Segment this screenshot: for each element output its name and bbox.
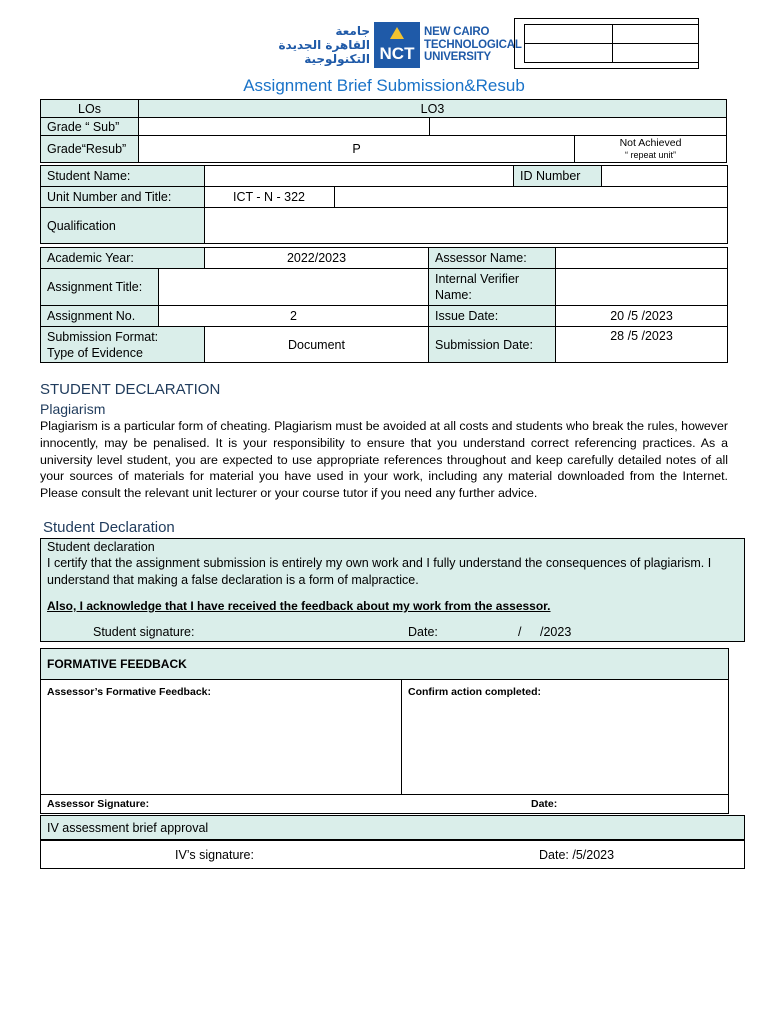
student-declaration-heading: STUDENT DECLARATION [40, 381, 221, 398]
plagiarism-paragraph: Plagiarism is a particular form of cheating. Plagiarism must be avoided at all costs and students who break the rules, however innocently, may be penalised. It is your responsibility to ensure that you understand correct referencing practices. As a university level student, you are expected to use appropriate references throughout and keep carefully detailed notes of all your sources of materials for material you have used in your work, including any material downloaded from the Internet. Please consult the relevant unit lecturer or your course tutor if you need any further advice. [40, 419, 729, 501]
assignment-no-label: Assignment No. [40, 305, 159, 327]
student-name-label: Student Name: [40, 165, 205, 187]
logo-english-line: NEW CAIRO [424, 26, 490, 38]
internal-verifier-field[interactable] [555, 268, 728, 306]
los-label: LOs [40, 99, 139, 118]
assignment-title-field[interactable] [158, 268, 429, 306]
declaration-box [40, 538, 745, 642]
issue-date-label: Issue Date: [428, 305, 556, 327]
not-achieved-cell [574, 135, 727, 163]
submission-date-label: Submission Date: [428, 326, 556, 363]
declaration-box-title: Student declaration [47, 540, 155, 554]
logo-english-name [424, 26, 522, 64]
unit-value[interactable]: ICT - N - 322 [204, 186, 335, 208]
iv-approval-title: IV assessment brief approval [40, 815, 745, 840]
logo-english-line: TECHNOLOGICAL [424, 38, 522, 51]
qualification-label: Qualification [40, 207, 205, 244]
declaration-date-slash: / [518, 625, 522, 639]
university-logo [270, 22, 522, 72]
assignment-no-value[interactable]: 2 [158, 305, 429, 327]
assessor-signature-row [40, 794, 729, 814]
logo-arabic-line: جامعة [335, 24, 370, 38]
grade-resub-label: Grade“Resub” [40, 135, 139, 163]
confirm-action-box[interactable] [401, 679, 729, 795]
declaration-subheading: Student Declaration [43, 519, 175, 536]
plagiarism-heading: Plagiarism [40, 401, 106, 417]
logo-monogram: NCT [379, 44, 415, 63]
grade-resub-value[interactable]: P [138, 135, 575, 163]
iv-signature-label: IV’s signature: [175, 847, 254, 862]
student-name-field[interactable] [204, 165, 514, 187]
submission-format-value[interactable]: Document [204, 326, 429, 363]
assessor-feedback-box[interactable] [40, 679, 402, 795]
assessor-name-label: Assessor Name: [428, 247, 556, 269]
submission-format-text: Submission Format: [47, 329, 159, 344]
unit-title-field[interactable] [334, 186, 728, 208]
iv-signature-row [40, 840, 745, 869]
academic-year-label: Academic Year: [40, 247, 205, 269]
grade-sub-field-1[interactable] [138, 117, 430, 136]
grade-sub-label: Grade “ Sub” [40, 117, 139, 136]
reference-grid-vline [612, 24, 613, 63]
reference-grid-box [514, 18, 699, 69]
logo-english-line: UNIVERSITY [424, 51, 492, 63]
id-number-label: ID Number [513, 165, 602, 187]
acknowledge-text: Also, I acknowledge that I have received the feedback about my work from the assessor. [47, 599, 551, 613]
logo-arabic-line: التكنولوجية [304, 52, 370, 66]
iv-date-label: Date: /5/2023 [539, 847, 615, 862]
assignment-title-label: Assignment Title: [40, 268, 159, 306]
internal-verifier-label: Internal Verifier Name: [428, 268, 556, 306]
submission-date-value[interactable]: 28 /5 /2023 [555, 326, 728, 363]
grade-sub-field-2[interactable] [429, 117, 727, 136]
qualification-field[interactable] [204, 207, 728, 244]
los-value: LO3 [138, 99, 727, 118]
declaration-date-year: /2023 [540, 625, 572, 639]
logo-emblem-icon [374, 22, 420, 68]
type-of-evidence-text: Type of Evidence [47, 345, 143, 360]
formative-feedback-title: FORMATIVE FEEDBACK [40, 648, 729, 680]
assessor-feedback-label: Assessor’s Formative Feedback: [47, 686, 211, 698]
not-achieved-label: Not Achieved [619, 137, 682, 149]
submission-format-label [40, 326, 205, 363]
confirm-action-label: Confirm action completed: [408, 686, 542, 698]
id-number-field[interactable] [601, 165, 728, 187]
assessor-signature-label: Assessor Signature: [47, 798, 150, 810]
student-signature-label: Student signature: [93, 625, 195, 639]
logo-arabic-name [270, 24, 370, 66]
assessor-name-field[interactable] [555, 247, 728, 269]
academic-year-value[interactable]: 2022/2023 [204, 247, 429, 269]
page-title: Assignment Brief Submission&Resub [243, 76, 525, 95]
declaration-box-text: I certify that the assignment submission is entirely my own work and I fully understand the consequences of plagiarism. I understand that making a false declaration is a form of malpractice. [47, 556, 712, 587]
assessor-date-label: Date: [531, 798, 558, 810]
logo-arabic-line: القاهرة الجديدة [278, 38, 370, 52]
repeat-unit-label: “ repeat unit” [624, 150, 677, 160]
unit-label: Unit Number and Title: [40, 186, 205, 208]
logo-flame-icon [388, 25, 406, 41]
issue-date-value[interactable]: 20 /5 /2023 [555, 305, 728, 327]
declaration-date-label: Date: [408, 625, 438, 639]
